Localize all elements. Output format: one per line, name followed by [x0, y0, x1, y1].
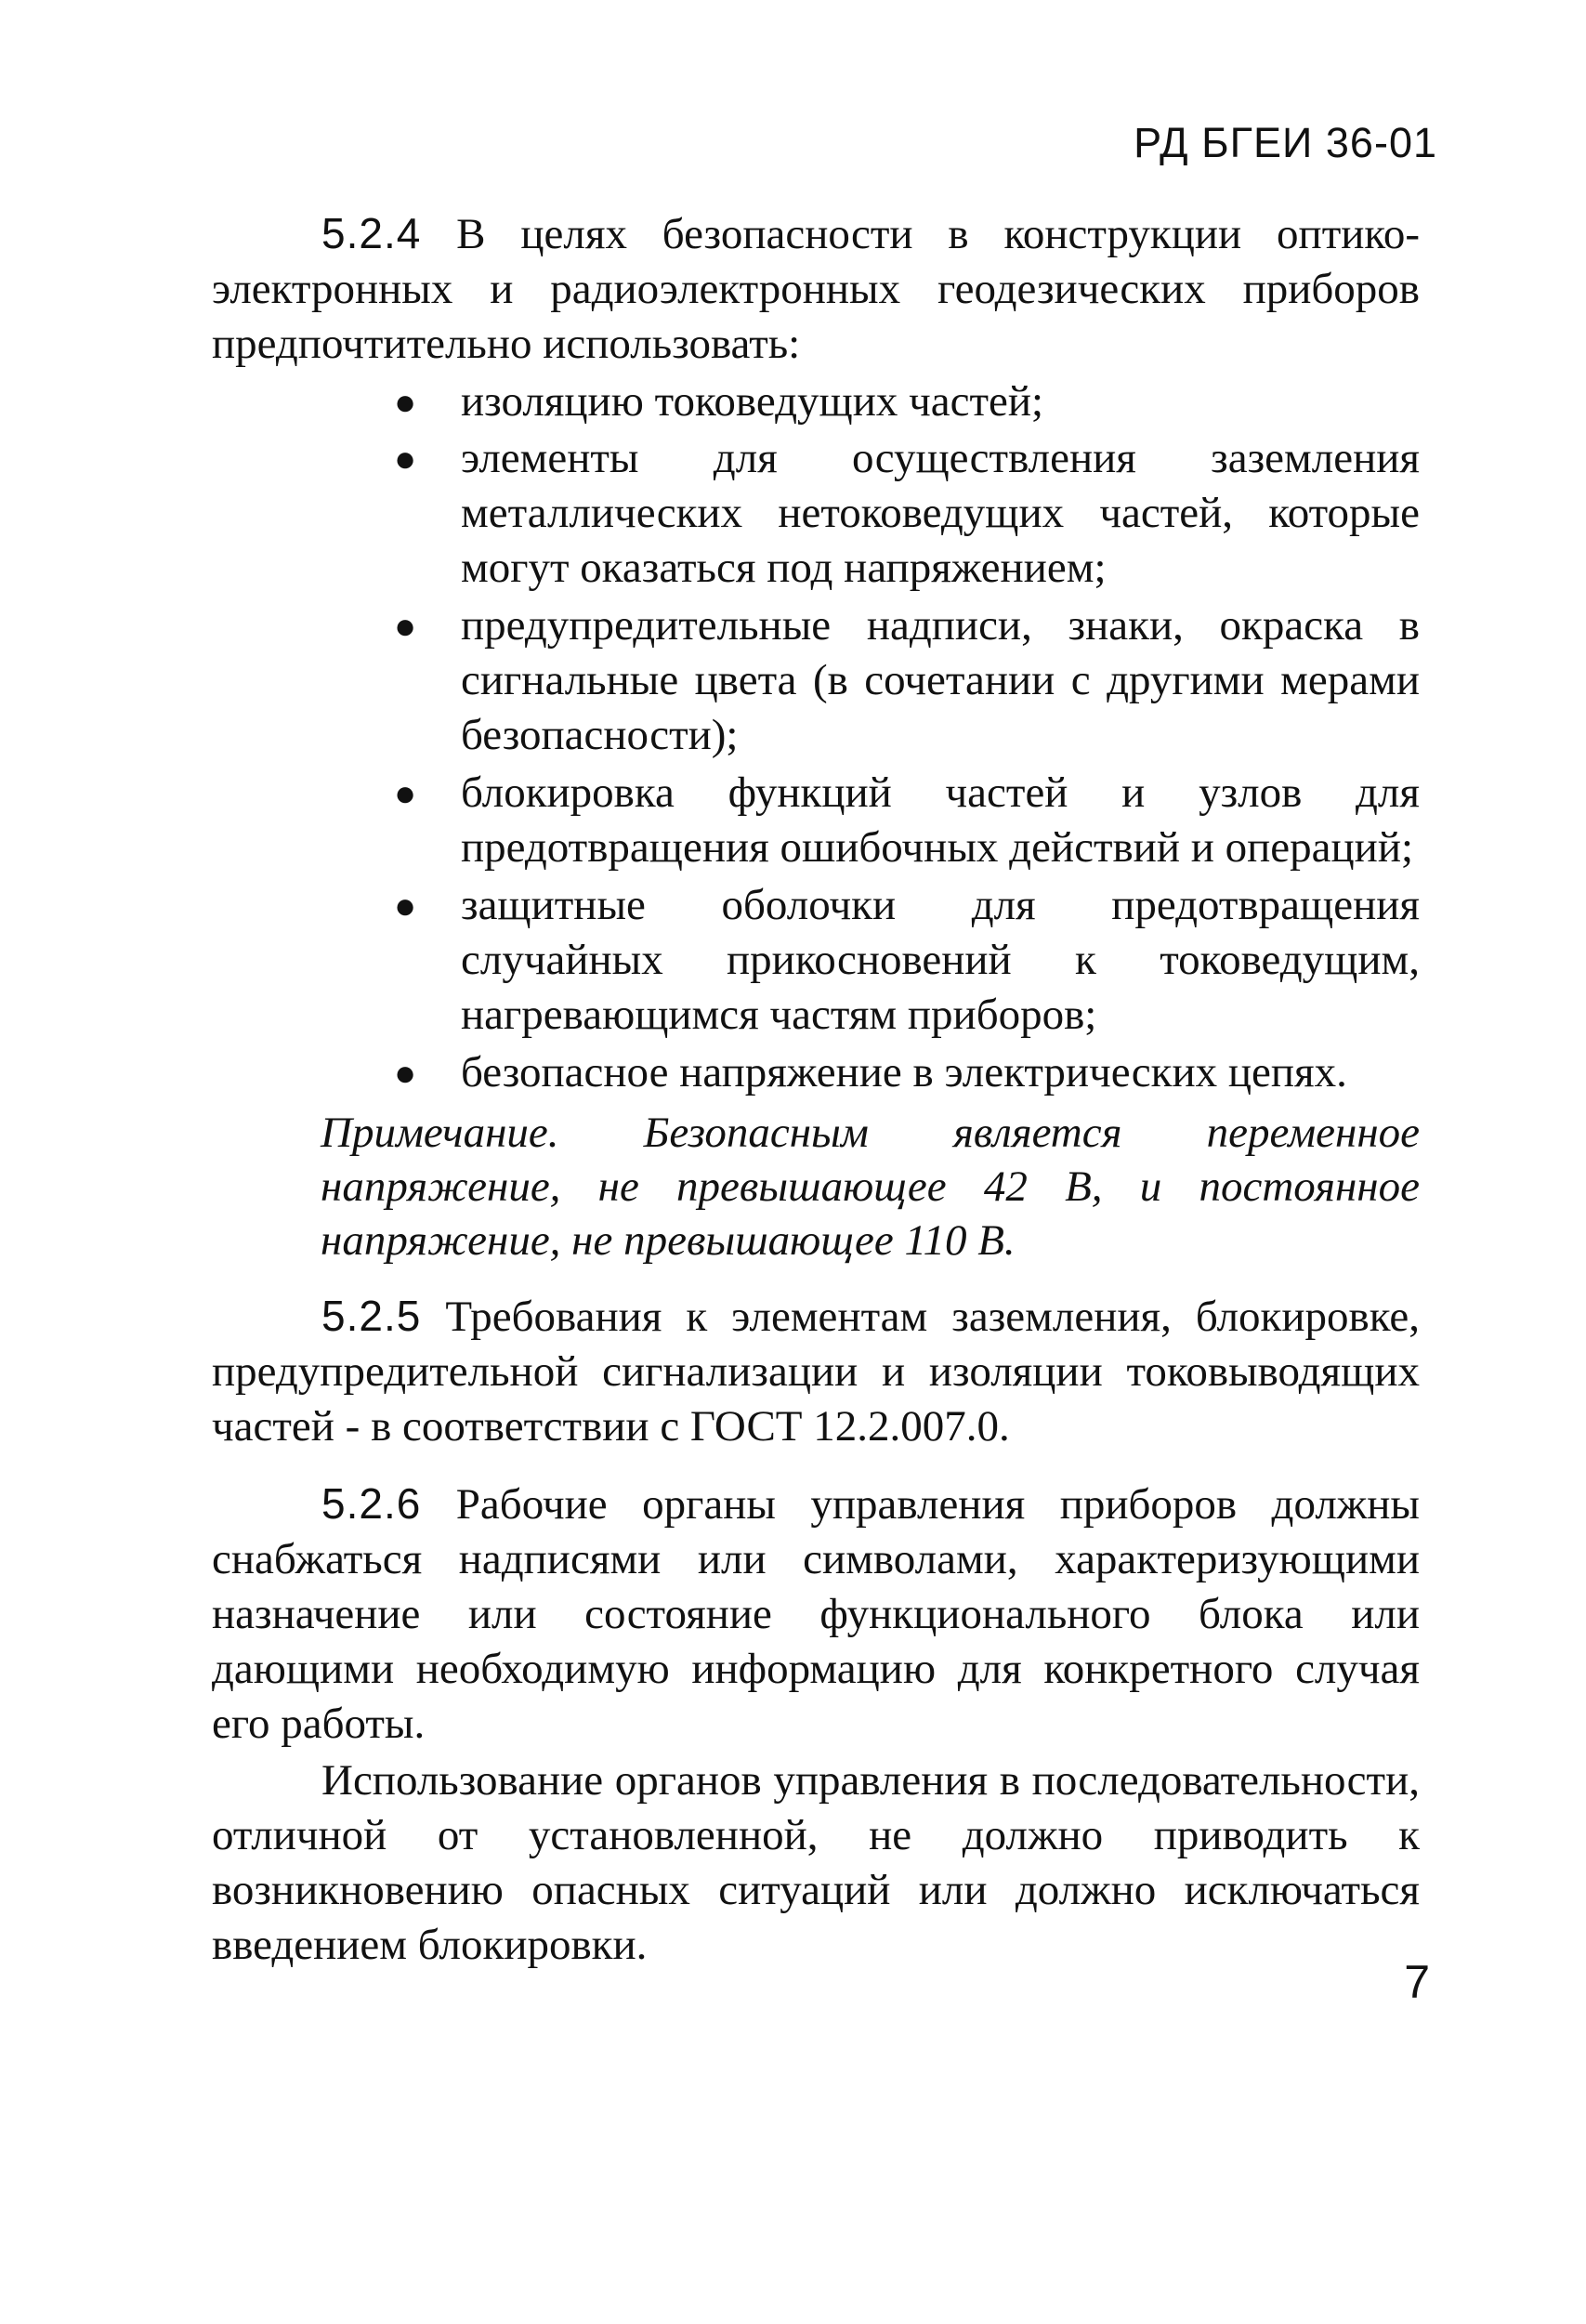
bullet-icon: ● — [394, 605, 417, 647]
section-5-2-4-intro-text: В целях безопасности в конструкции оптико-электронных и радиоэлектронных геодезических приборов предпочтительно использовать: — [212, 210, 1421, 368]
list-item: ● блокировка функций частей и узлов для предотвращения ошибочных действий и операций; — [212, 766, 1420, 875]
list-item: ● защитные оболочки для предотвращения случайных прикосновений к токоведущим, нагревающимся частям приборов; — [212, 878, 1420, 1043]
section-number: 5.2.6 — [321, 1479, 422, 1528]
bullet-icon: ● — [394, 885, 417, 926]
section-number: 5.2.5 — [321, 1292, 422, 1340]
page-number: 7 — [1404, 1956, 1430, 2008]
safety-measures-list — [212, 374, 1420, 1100]
list-item: ● элементы для осуществления заземления металлических нетоковедущих частей, которые могут оказаться под напряжением; — [212, 431, 1420, 596]
list-item: ● предупредительные надписи, знаки, окраска в сигнальные цвета (в сочетании с другими мерами безопасности); — [212, 598, 1420, 763]
section-5-2-6-paragraph-2: Использование органов управления в последовательности, отличной от установленной, не должно приводить к возникновению опасных ситуаций или должно исключаться введением блокировки. — [212, 1756, 1420, 1969]
section-5-2-4 — [212, 206, 1420, 372]
document-code-header: РД БГЕИ 36-01 — [1134, 119, 1437, 166]
safety-note: Примечание. Безопасным является переменное напряжение, не превышающее 42 В, и постоянное напряжение, не превышающее 110 В. — [321, 1109, 1420, 1265]
bullet-icon: ● — [394, 772, 417, 814]
section-5-2-5-text: 5.2.5 Требования к элементам заземления, блокировке, предупредительной сигнализации и изоляции токовыводящих частей - в соответствии с ГОСТ 12.2.007.0. — [212, 1292, 1421, 1451]
list-item: ● безопасное напряжение в электрических цепях. — [212, 1045, 1420, 1100]
bullet-icon: ● — [394, 381, 417, 423]
section-number: 5.2.4 — [321, 209, 422, 257]
section-5-2-5 — [212, 1289, 1420, 1454]
bullet-icon: ● — [394, 438, 417, 479]
section-5-2-4-intro — [212, 206, 1420, 372]
section-5-2-6 — [212, 1477, 1420, 1973]
section-5-2-6-text: 5.2.6 Рабочие органы управления приборов должны снабжаться надписями или символами, характеризующими назначение или состояние функционального блока или дающими необходимую информацию для конкретного случая его работы. — [212, 1479, 1421, 1748]
bullet-icon: ● — [394, 1052, 417, 1094]
list-item: ● изоляцию токоведущих частей; — [212, 374, 1420, 429]
